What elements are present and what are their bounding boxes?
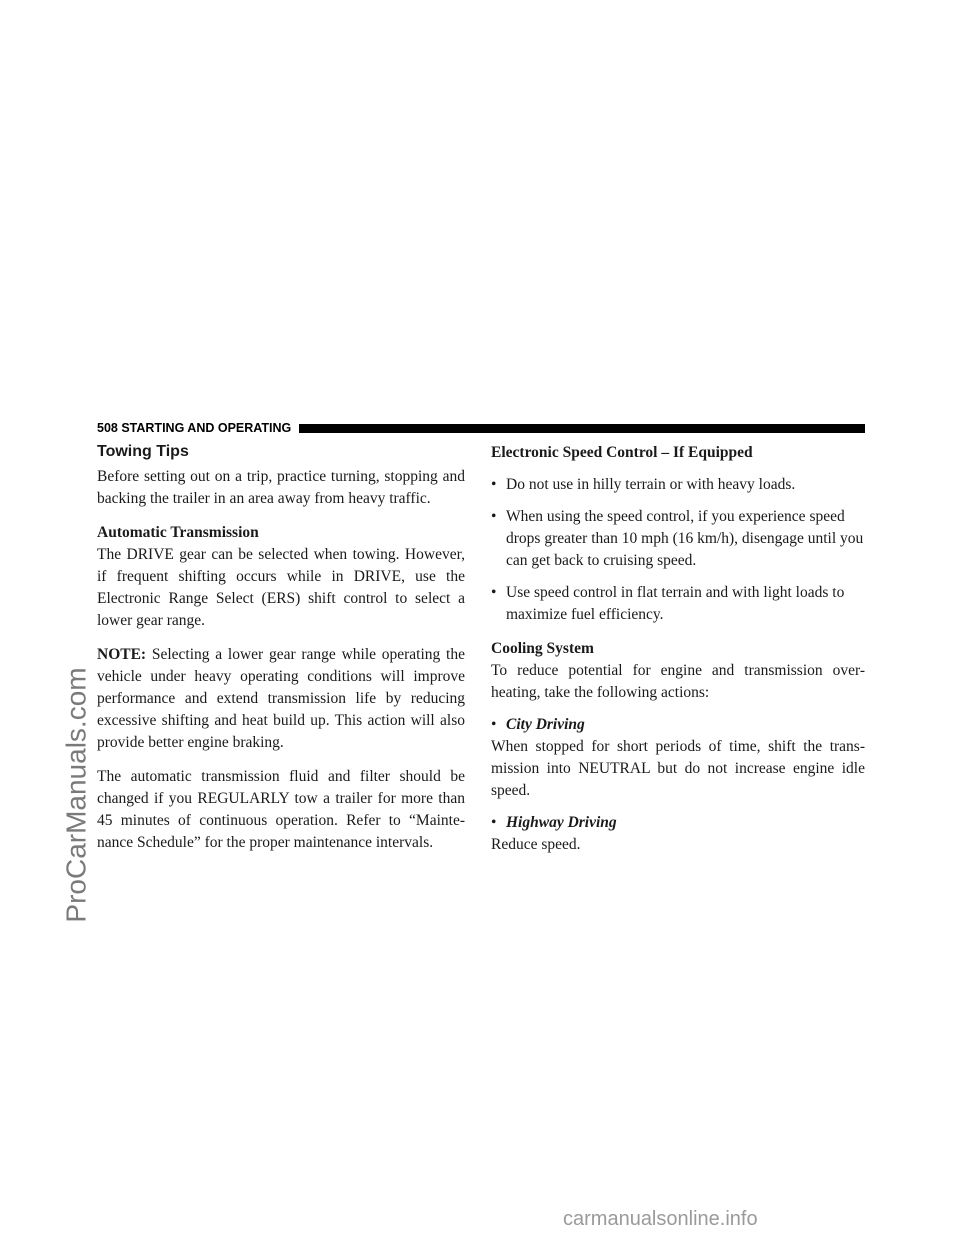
bullet-icon: • bbox=[491, 716, 497, 733]
automatic-transmission-body: The DRIVE gear can be selected when towing. However, if frequent shifting occurs while in DRIVE, use the Electronic Range Select (ERS) shift control to select a lower gear range. bbox=[97, 546, 465, 629]
cooling-system-heading: Cooling System bbox=[491, 640, 594, 657]
list-item bbox=[491, 506, 865, 572]
note-label: NOTE: bbox=[97, 646, 147, 663]
list-item-text: Do not use in hilly terrain or with heavy loads. bbox=[506, 476, 796, 493]
header-rule bbox=[299, 424, 865, 433]
note-body: Selecting a lower gear range while operating the vehicle under heavy operating conditions will improve performance and extend transmission life by reducing excessive shifting and heat build up. This action will also provide better engine braking. bbox=[97, 646, 465, 751]
towing-tips-heading: Towing Tips bbox=[97, 443, 189, 460]
page-number-section: 508 STARTING AND OPERATING bbox=[97, 421, 292, 435]
list-item-text: When using the speed control, if you experience speed drops greater than 10 mph (16 km/h), disengage until you can get back to cruising speed. bbox=[506, 508, 864, 569]
page-header bbox=[97, 419, 865, 437]
city-driving-body: When stopped for short periods of time, shift the trans-mission into NEUTRAL but do not increase engine idle speed. bbox=[491, 738, 865, 799]
highway-driving-heading: Highway Driving bbox=[506, 814, 617, 831]
list-item bbox=[491, 582, 865, 626]
watermark-text: ProCarManuals.com bbox=[61, 667, 93, 923]
list-item-text: Use speed control in flat terrain and with light loads to maximize fuel efficiency. bbox=[506, 584, 845, 623]
footer-watermark: carmanualsonline.info bbox=[563, 1208, 758, 1230]
list-item bbox=[491, 812, 865, 834]
city-driving-heading: City Driving bbox=[506, 716, 585, 733]
bullet-icon: • bbox=[491, 476, 497, 493]
list-item bbox=[491, 714, 865, 736]
bullet-icon: • bbox=[491, 814, 497, 831]
fluid-paragraph: The automatic transmission fluid and filter should be changed if you REGULARLY tow a trailer for more than 45 minutes of continuous operation. Refer to “Mainte-nance Schedule” for the proper maintenance intervals. bbox=[97, 768, 465, 851]
note-paragraph bbox=[97, 644, 465, 754]
left-column bbox=[97, 440, 465, 854]
towing-tips-body: Before setting out on a trip, practice turning, stopping and backing the trailer in an area away from heavy traffic. bbox=[97, 468, 465, 507]
speed-control-heading: Electronic Speed Control – If Equipped bbox=[491, 444, 753, 461]
bullet-icon: • bbox=[491, 584, 497, 601]
highway-driving-body: Reduce speed. bbox=[491, 836, 581, 853]
bullet-icon: • bbox=[491, 508, 497, 525]
automatic-transmission-heading: Automatic Transmission bbox=[97, 524, 259, 541]
cooling-system-body: To reduce potential for engine and transmission over-heating, take the following actions: bbox=[491, 662, 865, 701]
list-item bbox=[491, 474, 865, 496]
right-column bbox=[491, 440, 865, 856]
side-watermark bbox=[57, 515, 97, 1075]
